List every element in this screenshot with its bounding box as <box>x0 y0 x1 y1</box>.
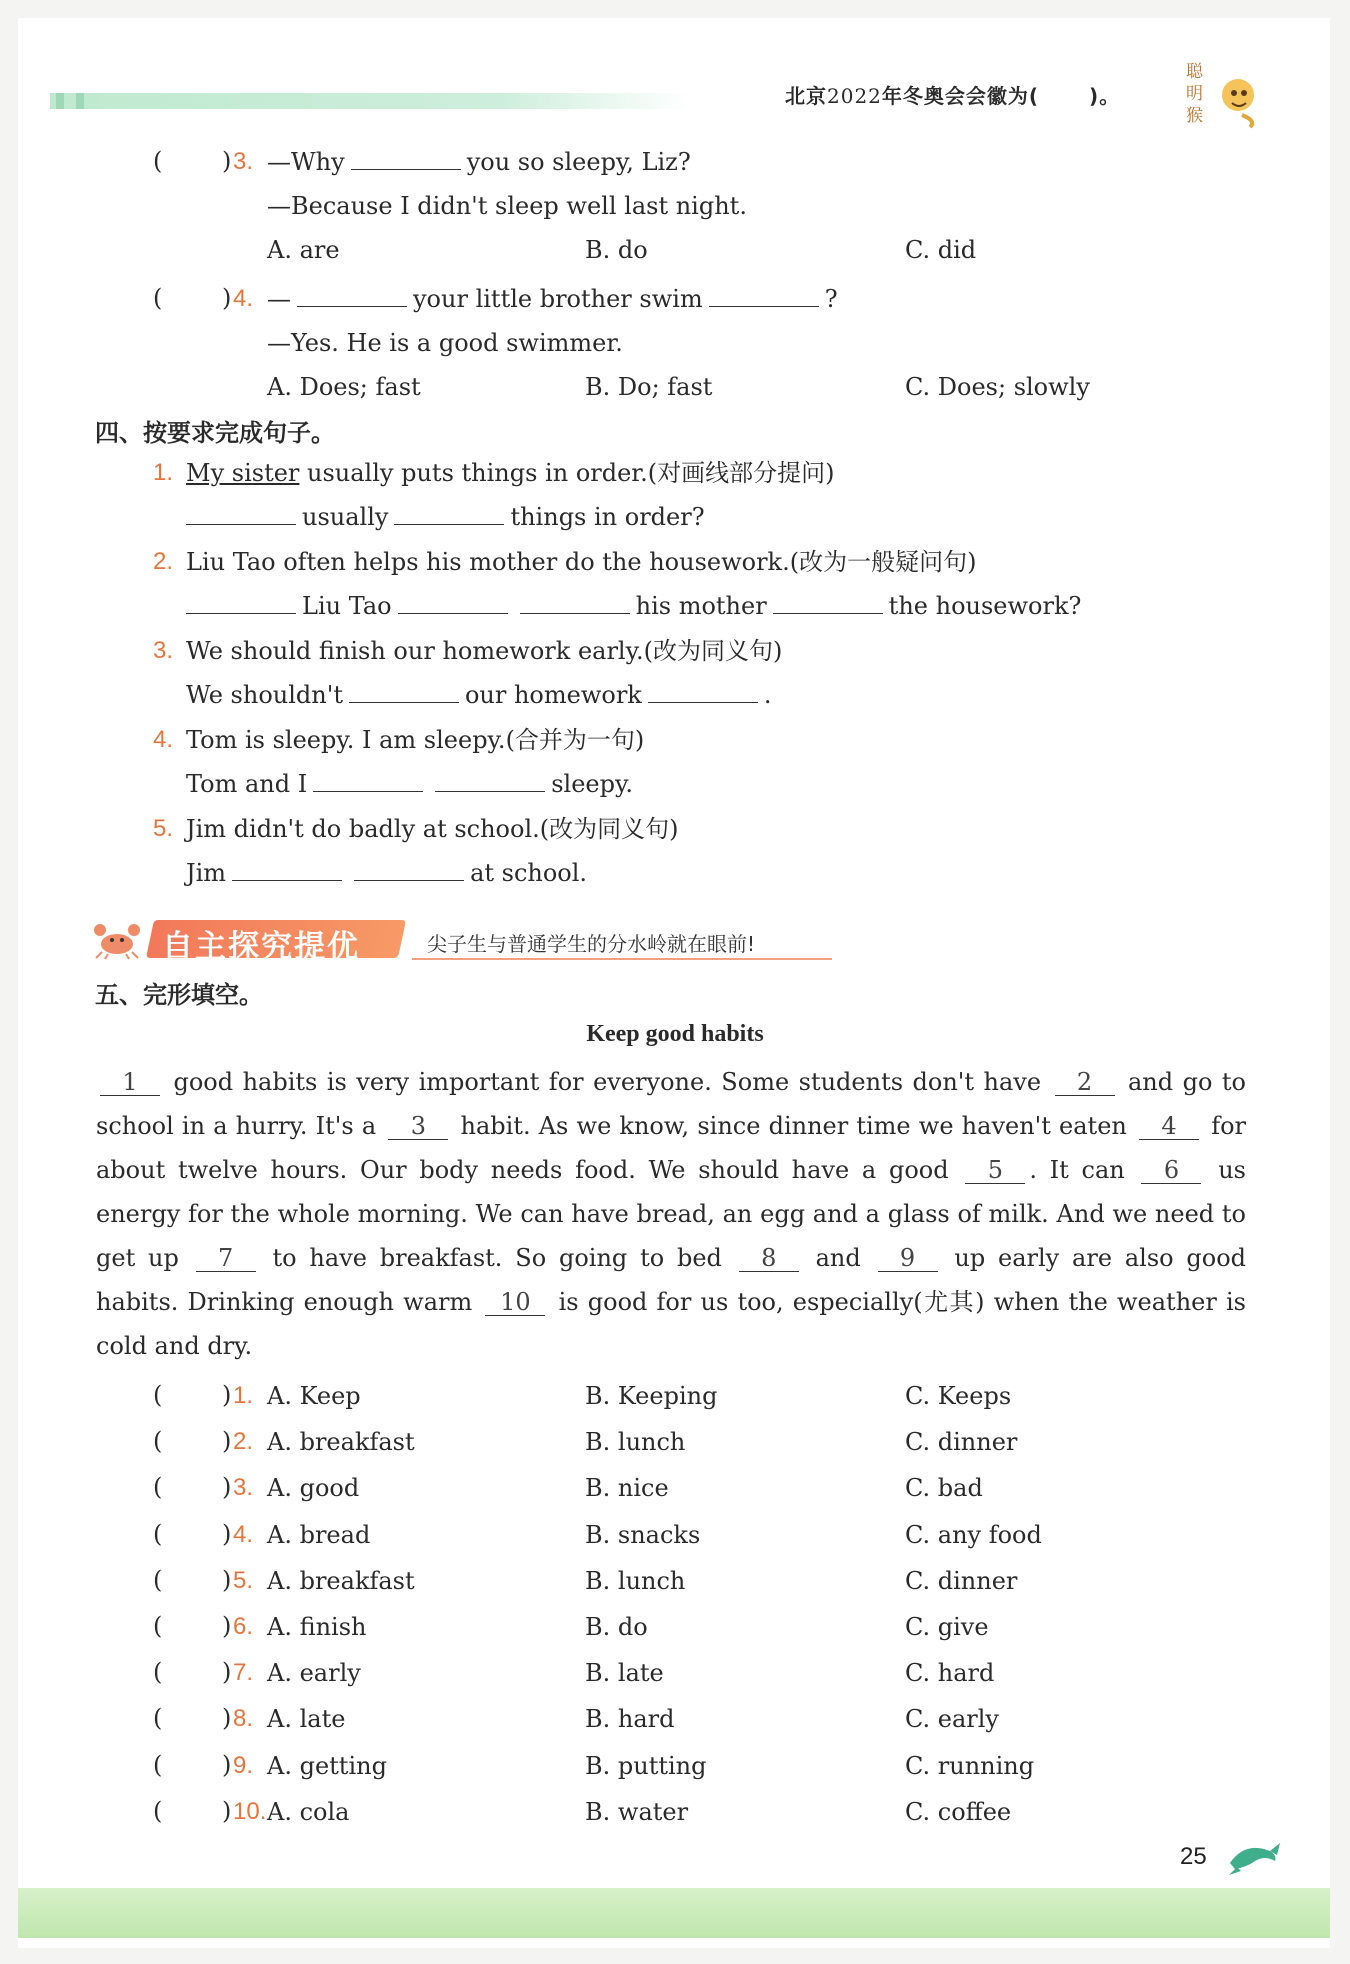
answer-paren-close: ) <box>222 1704 232 1732</box>
section-banner <box>92 918 832 965</box>
footer-decor-bar <box>18 1888 1330 1938</box>
answer-paren-close: ) <box>222 147 232 175</box>
section-4-title: 四、按要求完成句子。 <box>95 419 335 447</box>
answer-blank[interactable] <box>435 769 545 792</box>
option-a[interactable]: A. Keep <box>267 1382 361 1410</box>
question-number: 5. <box>233 1567 254 1594</box>
question-number: 3. <box>233 1474 254 1501</box>
question-number: 2. <box>233 1428 254 1455</box>
option-b[interactable]: B. snacks <box>585 1521 701 1549</box>
option-c[interactable]: C. running <box>905 1752 1035 1780</box>
option-b[interactable]: B. nice <box>585 1474 669 1502</box>
svg-text:聪: 聪 <box>1186 62 1203 82</box>
answer-paren-close: ) <box>222 1381 232 1409</box>
answer-paren-close: ) <box>222 1797 232 1825</box>
question-number: 3. <box>233 148 254 175</box>
page-number: 25 <box>1180 1843 1207 1870</box>
question-number: 1. <box>233 1382 254 1409</box>
option-a[interactable]: A. breakfast <box>267 1428 415 1456</box>
banner-title: 自主探究提优 <box>162 929 360 965</box>
item-answer-line: Liu Tao his mother the housework? <box>180 591 1081 621</box>
answer-blank[interactable] <box>351 147 461 170</box>
item-number: 5. <box>153 815 174 842</box>
answer-blank[interactable] <box>186 502 296 525</box>
cloze-gap[interactable]: 9 <box>878 1245 938 1272</box>
answer-blank[interactable] <box>709 284 819 307</box>
section-5-title: 五、完形填空。 <box>95 981 263 1009</box>
option-a[interactable]: A. Does; fast <box>267 373 421 401</box>
answer-paren-open: ( <box>153 147 163 175</box>
question-number: 4. <box>233 285 254 312</box>
answer-blank[interactable] <box>232 858 342 881</box>
answer-line: —Yes. He is a good swimmer. <box>267 329 623 357</box>
answer-paren-close: ) <box>222 1427 232 1455</box>
option-c[interactable]: C. Keeps <box>905 1382 1012 1410</box>
cloze-gap[interactable]: 2 <box>1055 1069 1115 1096</box>
option-b[interactable]: B. do <box>585 236 648 264</box>
answer-paren-open: ( <box>153 1473 163 1501</box>
item-sentence: Tom is sleepy. I am sleepy.(合并为一句) <box>186 726 645 754</box>
cloze-gap[interactable]: 5 <box>965 1157 1025 1184</box>
option-c[interactable]: C. hard <box>905 1659 995 1687</box>
option-b[interactable]: B. do <box>585 1613 648 1641</box>
svg-text:猴: 猴 <box>1186 106 1203 126</box>
answer-paren-close: ) <box>222 1520 232 1548</box>
answer-paren-open: ( <box>153 284 163 312</box>
option-a[interactable]: A. late <box>267 1705 346 1733</box>
option-b[interactable]: B. water <box>585 1798 689 1826</box>
answer-paren-open: ( <box>153 1566 163 1594</box>
option-b[interactable]: B. lunch <box>585 1428 686 1456</box>
item-sentence: Jim didn't do badly at school.(改为同义句) <box>186 815 679 843</box>
option-a[interactable]: A. finish <box>267 1613 367 1641</box>
crab-icon <box>92 918 142 960</box>
item-answer-line: Jim at school. <box>186 859 588 887</box>
answer-paren-open: ( <box>153 1427 163 1455</box>
cloze-gap[interactable]: 4 <box>1139 1113 1199 1140</box>
option-b[interactable]: B. hard <box>585 1705 675 1733</box>
answer-paren-close: ) <box>222 1751 232 1779</box>
item-sentence: My sister usually puts things in order.(对画线部分提问) <box>186 459 835 487</box>
item-sentence: Liu Tao often helps his mother do the housework.(改为一般疑问句) <box>186 548 977 576</box>
answer-paren-close: ) <box>222 1612 232 1640</box>
answer-blank[interactable] <box>354 858 464 881</box>
option-b[interactable]: B. late <box>585 1659 664 1687</box>
answer-blank[interactable] <box>349 680 459 703</box>
answer-paren-open: ( <box>153 1704 163 1732</box>
option-c[interactable]: C. bad <box>905 1474 983 1502</box>
answer-paren-open: ( <box>153 1797 163 1825</box>
cloze-gap[interactable]: 8 <box>739 1245 799 1272</box>
item-sentence: We should finish our homework early.(改为同义句) <box>186 637 783 665</box>
cloze-gap[interactable]: 7 <box>196 1245 256 1272</box>
option-a[interactable]: A. breakfast <box>267 1567 415 1595</box>
cloze-passage: 1 good habits is very important for everyone. Some students don't have 2 and go to school in a hurry. It's a 3 habit. As we know, since dinner time we haven't eaten 4 for about twelve hours. Our body needs food. We should have a good 5 . It can 6 us energy for the whole morning. We can have bread, an egg and a glass of milk. And we need to get up 7 to have breakfast. So going to bed 8 and 9 up early are also good habits. Drinking enough warm 10 is good for us too, especially(尤其) when the weather is cold and dry. <box>96 1068 1247 1360</box>
answer-paren-open: ( <box>153 1520 163 1548</box>
item-answer-line: usually things in order? <box>180 502 705 532</box>
question-number: 7. <box>233 1659 254 1686</box>
item-answer-line: Tom and I sleepy. <box>186 770 633 798</box>
option-c[interactable]: C. any food <box>905 1521 1042 1549</box>
passage-title: Keep good habits <box>586 1021 764 1047</box>
answer-paren-open: ( <box>153 1751 163 1779</box>
item-number: 3. <box>153 637 174 664</box>
header-trivia-question: 北京2022年冬奥会会徽为( )。 <box>785 84 1121 108</box>
cloze-gap[interactable]: 3 <box>388 1113 448 1140</box>
question-number: 6. <box>233 1613 254 1640</box>
answer-blank[interactable] <box>648 680 758 703</box>
banner-subtitle: 尖子生与普通学生的分水岭就在眼前! <box>427 932 756 956</box>
header-decor-bar <box>50 93 690 109</box>
answer-blank[interactable] <box>186 591 296 614</box>
question-number: 4. <box>233 1521 254 1548</box>
option-a[interactable]: A. cola <box>267 1798 350 1826</box>
answer-paren-close: ) <box>222 1473 232 1501</box>
answer-blank[interactable] <box>297 284 407 307</box>
answer-paren-open: ( <box>153 1658 163 1686</box>
answer-paren-close: ) <box>222 1566 232 1594</box>
option-b[interactable]: B. lunch <box>585 1567 686 1595</box>
monkey-logo-icon <box>1182 55 1262 130</box>
dolphin-icon <box>1225 1833 1285 1878</box>
answer-paren-close: ) <box>222 1658 232 1686</box>
option-a[interactable]: A. getting <box>267 1752 387 1780</box>
option-a[interactable]: A. are <box>267 236 340 264</box>
question-number: 10. <box>233 1798 267 1825</box>
option-a[interactable]: A. bread <box>267 1521 371 1549</box>
option-c[interactable]: C. dinner <box>905 1428 1018 1456</box>
answer-blank[interactable] <box>398 591 508 614</box>
option-c[interactable]: C. early <box>905 1705 999 1733</box>
option-b[interactable]: B. Keeping <box>585 1382 718 1410</box>
option-b[interactable]: B. Do; fast <box>585 373 713 401</box>
option-b[interactable]: B. putting <box>585 1752 707 1780</box>
cloze-gap[interactable]: 1 <box>100 1069 160 1096</box>
option-c[interactable]: C. dinner <box>905 1567 1018 1595</box>
question-number: 8. <box>233 1705 254 1732</box>
cloze-gap[interactable]: 6 <box>1141 1157 1201 1184</box>
answer-paren-open: ( <box>153 1381 163 1409</box>
option-c[interactable]: C. Does; slowly <box>905 373 1090 401</box>
answer-blank[interactable] <box>313 769 423 792</box>
option-c[interactable]: C. give <box>905 1613 989 1641</box>
svg-text:明: 明 <box>1186 84 1203 104</box>
option-a[interactable]: A. early <box>267 1659 361 1687</box>
item-number: 2. <box>153 548 174 575</box>
answer-paren-close: ) <box>222 284 232 312</box>
item-number: 4. <box>153 726 174 753</box>
question-text: — your little brother swim ? <box>267 285 838 313</box>
answer-paren-open: ( <box>153 1612 163 1640</box>
option-c[interactable]: C. did <box>905 236 977 264</box>
cloze-gap[interactable]: 10 <box>485 1289 545 1316</box>
answer-blank[interactable] <box>773 591 883 614</box>
question-text: —Why you so sleepy, Liz? <box>267 148 691 176</box>
answer-line: —Because I didn't sleep well last night. <box>267 192 747 220</box>
question-number: 9. <box>233 1752 254 1779</box>
option-c[interactable]: C. coffee <box>905 1798 1012 1826</box>
item-number: 1. <box>153 459 174 486</box>
answer-blank[interactable] <box>394 502 504 525</box>
answer-blank[interactable] <box>520 591 630 614</box>
item-answer-line: We shouldn't our homework . <box>186 681 772 709</box>
option-a[interactable]: A. good <box>267 1474 360 1502</box>
